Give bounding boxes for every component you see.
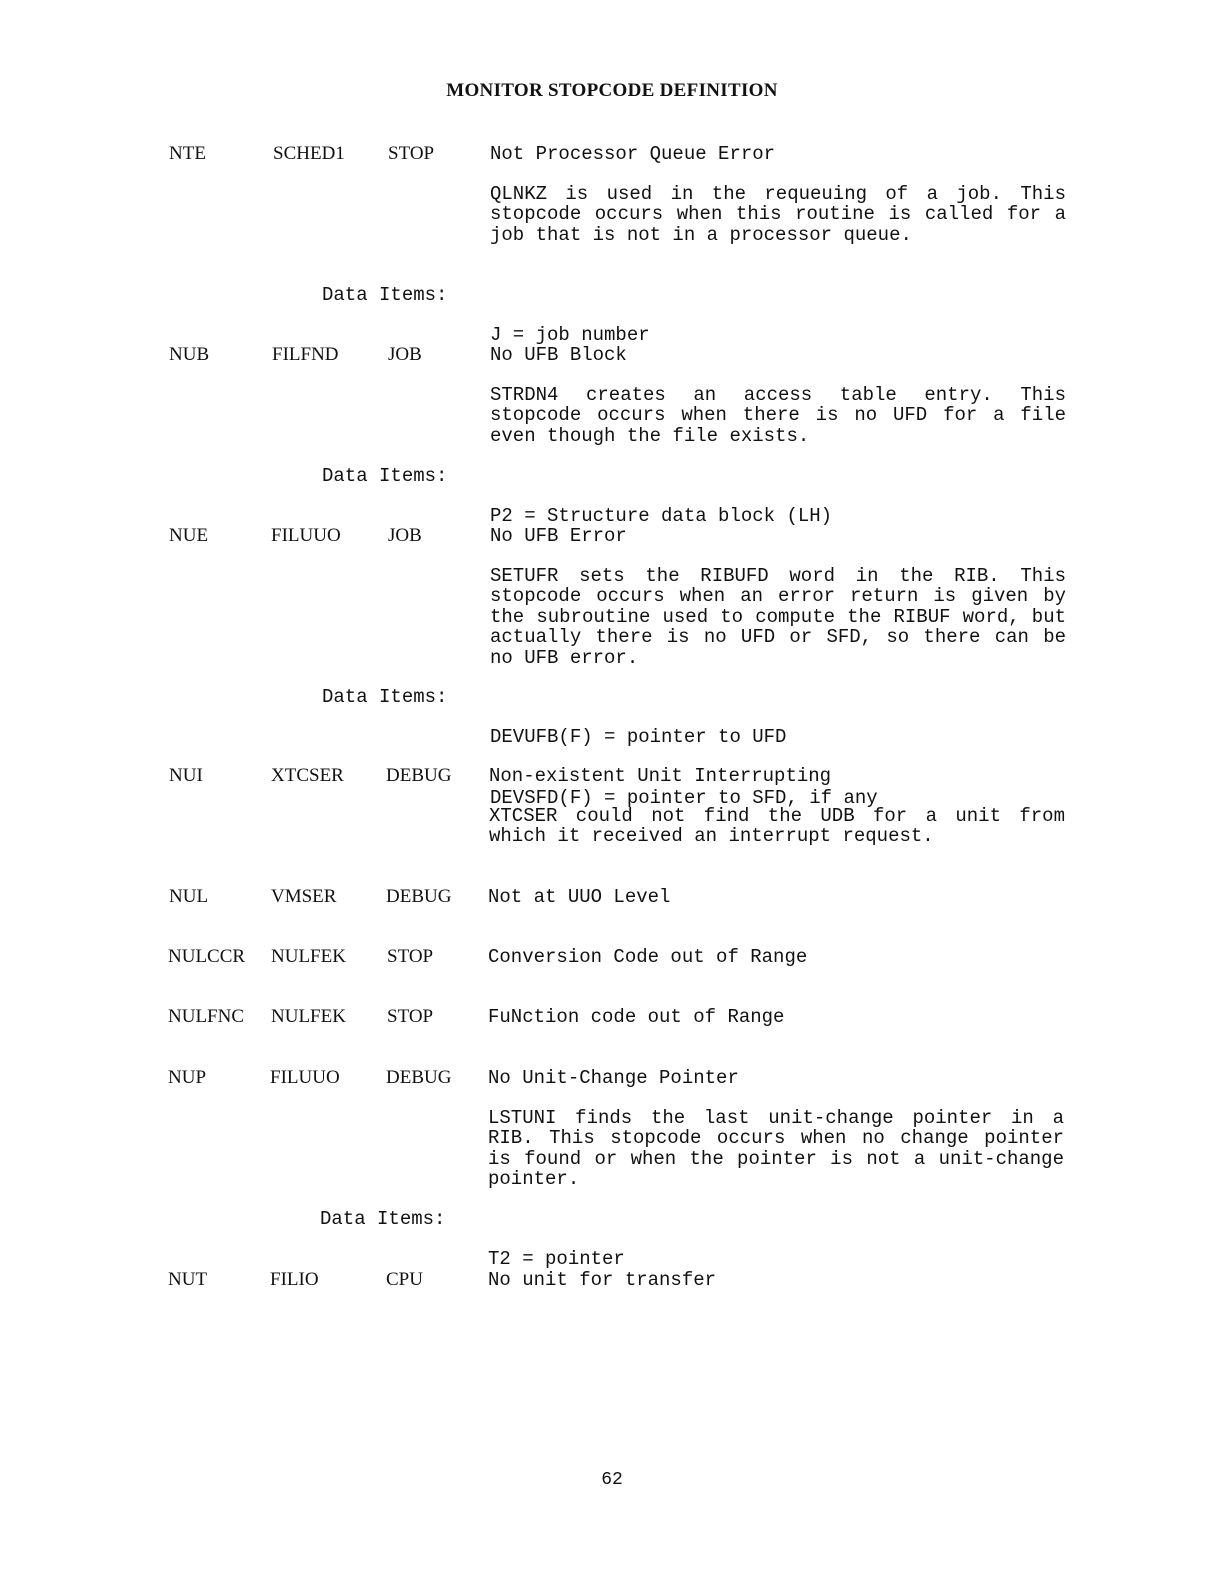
stopcode-detail: SETUFR sets the RIBUFD word in the RIB. This stopcode occurs when an error return is given by the subroutine used to compute the RIBUF word, but actually there is no UFD or SFD, so there can be no UFB error.	[490, 565, 1066, 669]
data-items-label: Data Items:	[322, 686, 448, 708]
data-item-line: DEVUFB(F) = pointer to UFD	[490, 725, 787, 748]
stopcode-detail: LSTUNI finds the last unit-change pointer in a RIB. This stopcode occurs when no change pointer is found or when the pointer is not a unit-change pointer.	[488, 1107, 1064, 1191]
stopcode-module: FILIO	[270, 1269, 319, 1290]
stopcode-name: NUT	[168, 1269, 208, 1290]
stopcode-module: XTCSER	[271, 765, 344, 786]
page-number: 62	[601, 1470, 623, 1490]
stopcode-name: NULCCR	[168, 946, 246, 967]
stopcode-type: STOP	[387, 1006, 434, 1027]
data-item-line: J = job number	[490, 323, 650, 346]
stopcode-type: DEBUG	[386, 1067, 452, 1088]
stopcode-description: No UFB Block	[490, 344, 627, 366]
stopcode-module: NULFEK	[271, 946, 346, 967]
stopcode-description: No Unit-Change Pointer	[488, 1067, 739, 1089]
stopcode-description: No unit for transfer	[488, 1269, 717, 1291]
stopcode-name: NUE	[169, 525, 209, 546]
data-items	[488, 1208, 625, 1310]
stopcode-type: CPU	[386, 1269, 423, 1290]
stopcode-type: JOB	[388, 525, 422, 546]
stopcode-module: FILUUO	[270, 1067, 340, 1088]
stopcode-description: No UFB Error	[490, 525, 627, 547]
data-items-label: Data Items:	[322, 284, 448, 306]
stopcode-name: NUI	[169, 765, 203, 786]
data-item-line: T2 = pointer	[488, 1247, 625, 1270]
page-title: MONITOR STOPCODE DEFINITION	[446, 80, 778, 101]
stopcode-type: DEBUG	[386, 886, 452, 907]
stopcode-name: NUB	[169, 344, 210, 365]
data-item-line: P2 = Structure data block (LH)	[490, 504, 833, 527]
stopcode-module: FILFND	[272, 344, 339, 365]
stopcode-name: NULFNC	[168, 1006, 245, 1027]
stopcode-module: NULFEK	[271, 1006, 346, 1027]
stopcode-description: FuNction code out of Range	[488, 1006, 785, 1028]
stopcode-module: SCHED1	[273, 143, 345, 164]
stopcode-description: Non-existent Unit Interrupting	[489, 765, 832, 787]
stopcode-name: NUP	[168, 1067, 207, 1088]
stopcode-module: FILUUO	[271, 525, 341, 546]
stopcode-type: STOP	[387, 946, 434, 967]
stopcode-type: STOP	[388, 143, 435, 164]
stopcode-detail: XTCSER could not find the UDB for a unit from which it received an interrupt request.	[489, 805, 1065, 848]
stopcode-description: Not at UUO Level	[488, 886, 671, 908]
data-items	[490, 284, 650, 386]
stopcode-module: VMSER	[271, 886, 337, 907]
stopcode-type: JOB	[388, 344, 422, 365]
stopcode-name: NUL	[169, 886, 209, 907]
data-items	[490, 465, 832, 567]
stopcode-name: NTE	[169, 143, 206, 164]
stopcode-description: Conversion Code out of Range	[488, 946, 808, 968]
stopcode-type: DEBUG	[386, 765, 452, 786]
data-items-label: Data Items:	[320, 1208, 446, 1230]
data-item-line: DEVSFD(F) = pointer to SFD, if any	[490, 787, 878, 810]
stopcode-detail: STRDN4 creates an access table entry. This stopcode occurs when there is no UFD for a file even though the file exists.	[490, 384, 1066, 447]
data-items-label: Data Items:	[322, 465, 448, 487]
stopcode-description: Not Processor Queue Error	[490, 143, 776, 165]
stopcode-detail: QLNKZ is used in the requeuing of a job. This stopcode occurs when this routine is called for a job that is not in a processor queue.	[490, 183, 1066, 246]
